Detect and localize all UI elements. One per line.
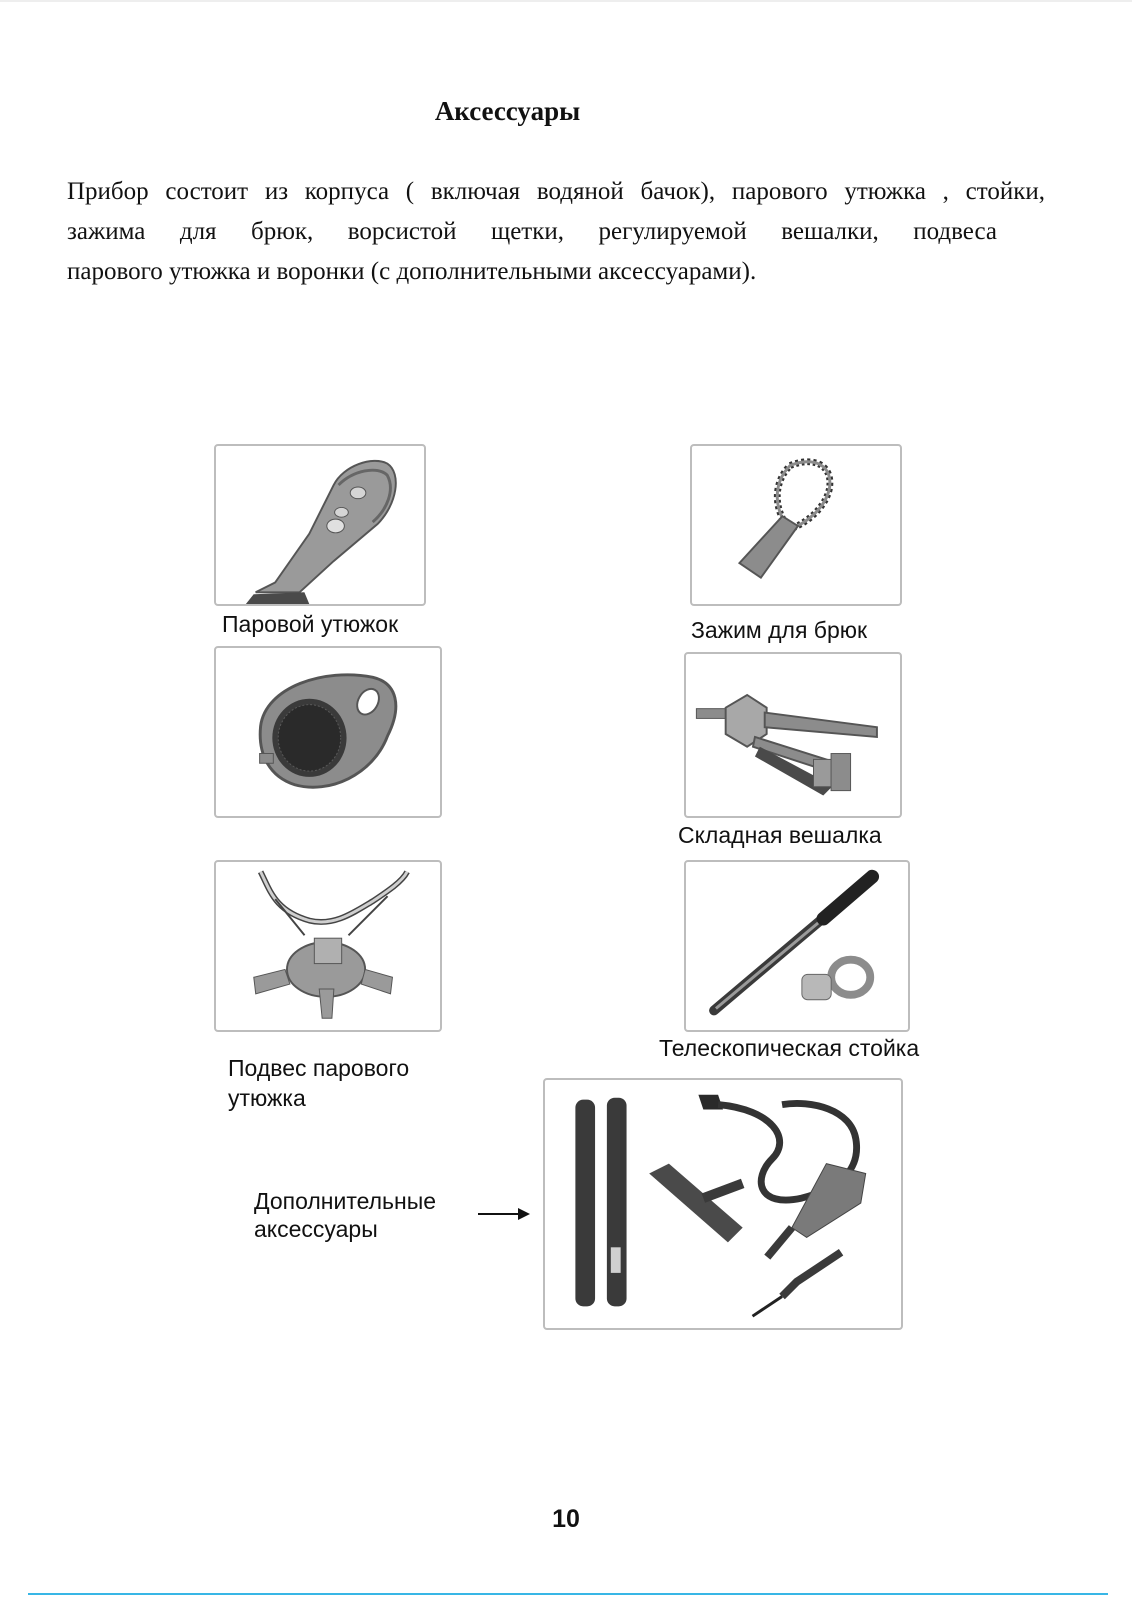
steam-iron-caption: Паровой утюжок bbox=[222, 611, 399, 637]
telescopic-pole-caption: Телескопическая стойка bbox=[659, 1035, 920, 1061]
extra-accessories-caption-line-2: аксессуары bbox=[254, 1216, 378, 1242]
top-rule bbox=[0, 0, 1132, 2]
page-title: Аксессуары bbox=[434, 96, 581, 126]
intro-paragraph bbox=[67, 172, 1052, 292]
telescopic-pole-icon bbox=[686, 862, 908, 1030]
intro-line-1: Прибор состоит из корпуса ( включая водяной бачок), парового утюжка , стойки, bbox=[67, 178, 1045, 205]
folding-hanger-icon bbox=[686, 654, 900, 816]
steam-iron-icon bbox=[216, 446, 424, 604]
iron-hanger-caption-line-2: утюжка bbox=[228, 1085, 306, 1111]
iron-hanger-caption-line-1: Подвес парового bbox=[228, 1055, 410, 1081]
extra-accessories-image bbox=[543, 1078, 903, 1330]
steam-iron-image bbox=[214, 444, 426, 606]
brush-image bbox=[214, 646, 442, 818]
folding-hanger-image bbox=[684, 652, 902, 818]
brush-icon bbox=[216, 648, 440, 816]
trouser-clip-caption: Зажим для брюк bbox=[691, 617, 868, 643]
telescopic-pole-image bbox=[684, 860, 910, 1032]
extra-accessories-icon bbox=[545, 1080, 901, 1328]
trouser-clip-icon bbox=[692, 446, 900, 604]
trouser-clip-image bbox=[690, 444, 902, 606]
arrow-right-icon bbox=[478, 1207, 530, 1221]
folding-hanger-caption: Складная вешалка bbox=[678, 822, 882, 848]
page-number: 10 bbox=[552, 1505, 580, 1533]
iron-hanger-icon bbox=[216, 862, 440, 1030]
intro-line-3: парового утюжка и воронки (с дополнительными аксессуарами). bbox=[67, 258, 757, 285]
intro-line-2: зажима для брюк, ворсистой щетки, регулируемой вешалки, подвеса bbox=[67, 218, 997, 245]
iron-hanger-image bbox=[214, 860, 442, 1032]
extra-accessories-caption-line-1: Дополнительные bbox=[254, 1188, 437, 1214]
footer-rule bbox=[28, 1593, 1108, 1595]
